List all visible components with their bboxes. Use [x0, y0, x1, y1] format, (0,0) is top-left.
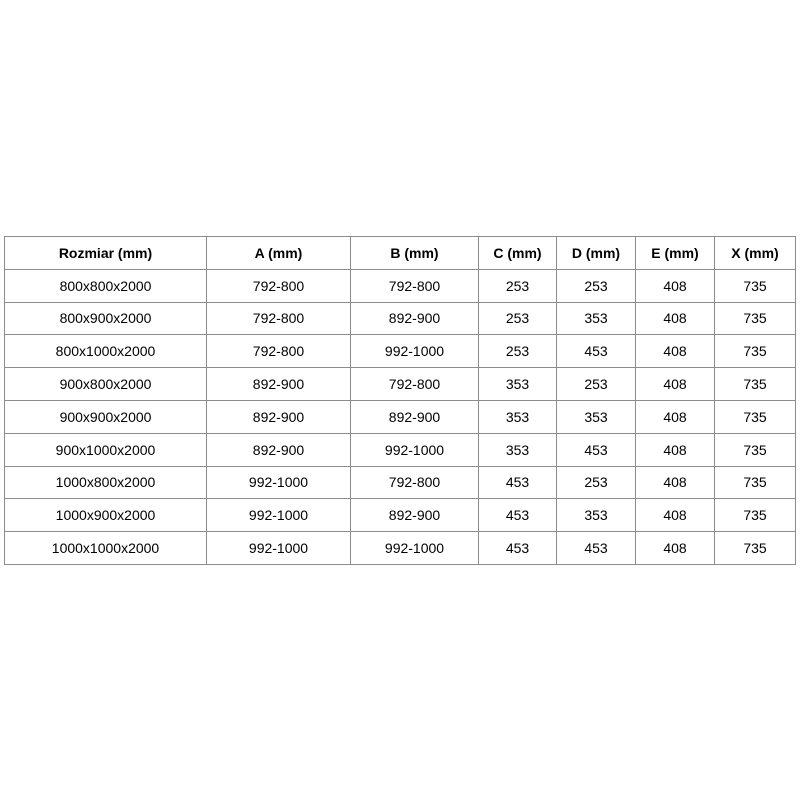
table-row [5, 532, 796, 565]
cell-e: 408 [636, 269, 715, 302]
cell-rozmiar: 1000x800x2000 [5, 466, 207, 499]
header-c: C (mm) [479, 237, 557, 270]
cell-a: 992-1000 [207, 499, 351, 532]
cell-b: 892-900 [351, 302, 479, 335]
cell-d: 453 [557, 335, 636, 368]
table-row [5, 400, 796, 433]
cell-x: 735 [715, 368, 796, 401]
cell-a: 992-1000 [207, 466, 351, 499]
cell-e: 408 [636, 433, 715, 466]
cell-e: 408 [636, 466, 715, 499]
table-row [5, 302, 796, 335]
table-row [5, 466, 796, 499]
cell-c: 353 [479, 368, 557, 401]
cell-c: 453 [479, 499, 557, 532]
cell-rozmiar: 800x900x2000 [5, 302, 207, 335]
cell-c: 253 [479, 269, 557, 302]
cell-b: 792-800 [351, 269, 479, 302]
cell-rozmiar: 1000x1000x2000 [5, 532, 207, 565]
table-row [5, 335, 796, 368]
cell-b: 892-900 [351, 400, 479, 433]
cell-c: 453 [479, 532, 557, 565]
cell-a: 892-900 [207, 368, 351, 401]
cell-rozmiar: 1000x900x2000 [5, 499, 207, 532]
table-row [5, 499, 796, 532]
cell-x: 735 [715, 499, 796, 532]
header-d: D (mm) [557, 237, 636, 270]
cell-b: 992-1000 [351, 335, 479, 368]
cell-c: 253 [479, 335, 557, 368]
cell-a: 892-900 [207, 400, 351, 433]
table-row [5, 368, 796, 401]
cell-c: 353 [479, 433, 557, 466]
cell-e: 408 [636, 400, 715, 433]
cell-e: 408 [636, 335, 715, 368]
cell-a: 992-1000 [207, 532, 351, 565]
cell-d: 353 [557, 302, 636, 335]
cell-rozmiar: 800x1000x2000 [5, 335, 207, 368]
cell-x: 735 [715, 532, 796, 565]
cell-d: 453 [557, 433, 636, 466]
cell-d: 453 [557, 532, 636, 565]
cell-c: 453 [479, 466, 557, 499]
cell-c: 253 [479, 302, 557, 335]
header-e: E (mm) [636, 237, 715, 270]
cell-e: 408 [636, 368, 715, 401]
cell-a: 792-800 [207, 302, 351, 335]
cell-e: 408 [636, 532, 715, 565]
cell-rozmiar: 900x800x2000 [5, 368, 207, 401]
cell-c: 353 [479, 400, 557, 433]
header-b: B (mm) [351, 237, 479, 270]
table-row [5, 269, 796, 302]
cell-x: 735 [715, 335, 796, 368]
cell-e: 408 [636, 302, 715, 335]
cell-b: 992-1000 [351, 433, 479, 466]
header-a: A (mm) [207, 237, 351, 270]
cell-d: 353 [557, 400, 636, 433]
cell-b: 792-800 [351, 466, 479, 499]
cell-e: 408 [636, 499, 715, 532]
cell-x: 735 [715, 400, 796, 433]
cell-rozmiar: 900x1000x2000 [5, 433, 207, 466]
cell-b: 892-900 [351, 499, 479, 532]
cell-a: 792-800 [207, 269, 351, 302]
table-row [5, 433, 796, 466]
cell-d: 253 [557, 368, 636, 401]
cell-x: 735 [715, 466, 796, 499]
dimensions-table [4, 236, 796, 565]
cell-d: 353 [557, 499, 636, 532]
cell-a: 792-800 [207, 335, 351, 368]
cell-d: 253 [557, 269, 636, 302]
header-x: X (mm) [715, 237, 796, 270]
cell-x: 735 [715, 269, 796, 302]
table-header-row [5, 237, 796, 270]
cell-rozmiar: 800x800x2000 [5, 269, 207, 302]
header-rozmiar: Rozmiar (mm) [5, 237, 207, 270]
cell-d: 253 [557, 466, 636, 499]
cell-a: 892-900 [207, 433, 351, 466]
cell-rozmiar: 900x900x2000 [5, 400, 207, 433]
cell-x: 735 [715, 302, 796, 335]
cell-x: 735 [715, 433, 796, 466]
cell-b: 992-1000 [351, 532, 479, 565]
cell-b: 792-800 [351, 368, 479, 401]
